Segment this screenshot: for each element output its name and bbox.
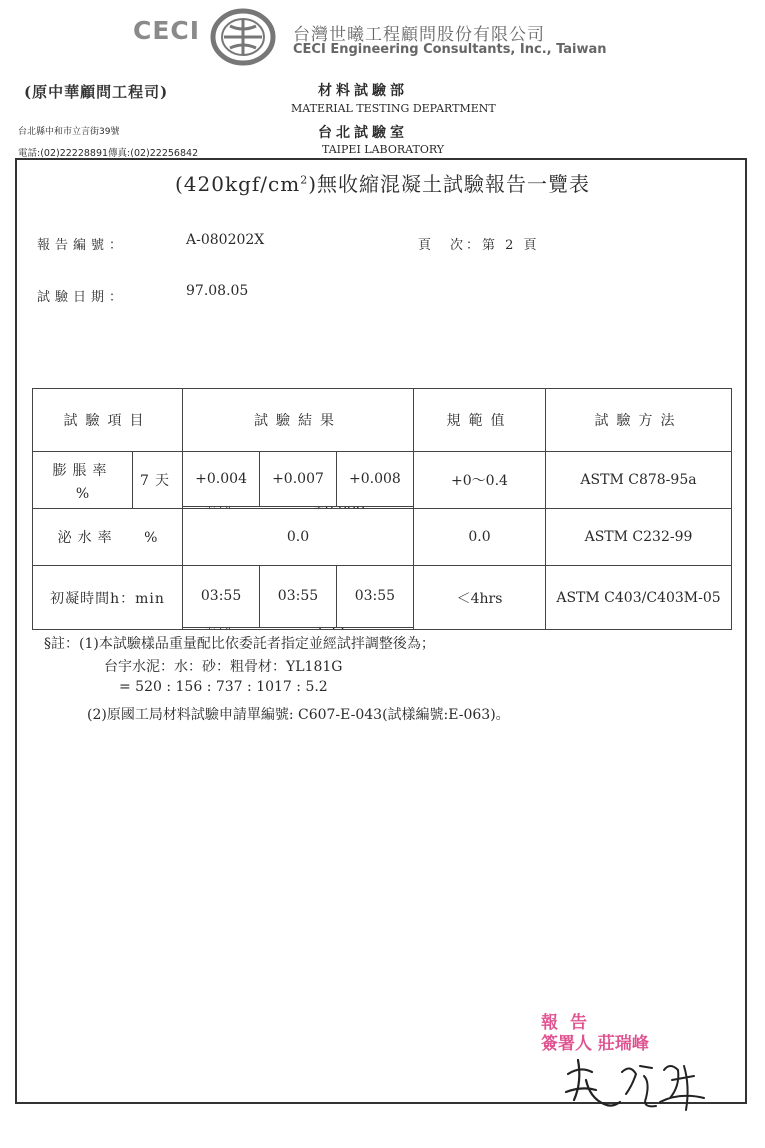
setting-result-2: 03:55 bbox=[260, 566, 337, 627]
note-1: §註：(1)本試驗樣品重量配比依委託者指定並經試拌調整後為； bbox=[44, 636, 435, 652]
average-label bbox=[203, 506, 248, 508]
stamp-line-2: 簽署人 莊瑞峰 bbox=[541, 1034, 649, 1054]
expansion-label: 膨脹率 bbox=[52, 463, 113, 479]
setting-result-1: 03:55 bbox=[183, 566, 260, 627]
stamp-line-1: 報告 bbox=[541, 1013, 599, 1033]
expansion-result-2: +0.007 bbox=[260, 452, 337, 506]
note-2: (2)原國工局材料試驗申請單編號: C607-E-043(試樣編號:E-063)。 bbox=[87, 707, 510, 723]
bleeding-spec: 0.0 bbox=[414, 509, 546, 566]
company-phone-fax: 電話:(02)22228891傳真:(02)22256842 bbox=[18, 148, 199, 159]
header-test-method: 試驗方法 bbox=[546, 389, 732, 452]
company-name-chinese: 台灣世曦工程顧問股份有限公司 bbox=[293, 25, 545, 45]
header-test-item: 試驗項目 bbox=[33, 389, 183, 452]
expansion-result-3: +0.008 bbox=[336, 452, 413, 506]
expansion-results-grid bbox=[183, 452, 413, 508]
department-english: MATERIAL TESTING DEPARTMENT bbox=[291, 102, 496, 115]
setting-average-cell bbox=[183, 627, 413, 629]
setting-results-grid bbox=[183, 566, 413, 629]
setting-time-label: 初凝時間h：min bbox=[33, 566, 183, 630]
expansion-average-cell bbox=[183, 506, 413, 508]
department-chinese: 材料試驗部 bbox=[318, 83, 408, 99]
company-address: 台北縣中和市立言街39號 bbox=[18, 127, 120, 137]
signatory-stamp bbox=[541, 1008, 716, 1056]
setting-average bbox=[313, 627, 344, 629]
average-label bbox=[203, 627, 248, 629]
test-date-label: 試驗日期： bbox=[37, 290, 128, 305]
note-mix-materials: 台宇水泥：水：砂：粗骨材：YL181G bbox=[104, 659, 343, 675]
header-test-result: 試驗結果 bbox=[183, 389, 414, 452]
expansion-method: ASTM C878-95a bbox=[546, 452, 732, 509]
laboratory-chinese: 台北試驗室 bbox=[318, 125, 408, 141]
bleeding-method: ASTM C232-99 bbox=[546, 509, 732, 566]
test-date: 97.08.05 bbox=[186, 283, 249, 299]
company-logo-text: CECI bbox=[133, 16, 201, 45]
header-spec-value: 規範值 bbox=[414, 389, 546, 452]
setting-method: ASTM C403/C403M-05 bbox=[546, 566, 732, 630]
note-mix-ratio: = 520 : 156 : 737 : 1017 : 5.2 bbox=[119, 679, 328, 695]
expansion-result-1: +0.004 bbox=[183, 452, 260, 506]
bleeding-result: 0.0 bbox=[183, 509, 414, 566]
table-row bbox=[33, 566, 732, 630]
table-row bbox=[33, 509, 732, 566]
expansion-age: 7天 bbox=[133, 452, 183, 509]
laboratory-english: TAIPEI LABORATORY bbox=[322, 143, 445, 156]
bleeding-unit: % bbox=[144, 530, 158, 546]
table-row bbox=[33, 452, 732, 509]
report-number-label: 報告編號： bbox=[37, 238, 128, 253]
former-company-name: (原中華顧問工程司) bbox=[24, 83, 169, 101]
test-results-table bbox=[32, 388, 732, 630]
page-number: 頁 次：第 2 頁 bbox=[418, 238, 540, 253]
expansion-results-cell bbox=[183, 452, 414, 509]
setting-results-cell bbox=[183, 566, 414, 630]
row-item-bleeding bbox=[33, 509, 183, 566]
row-item-expansion bbox=[33, 452, 133, 509]
ceci-globe-logo-icon bbox=[210, 8, 276, 66]
expansion-average bbox=[313, 506, 365, 508]
report-number: A-080202X bbox=[186, 232, 265, 248]
report-title: $(420kgf/cm^2)$無收縮混凝土試驗報告一覽表 bbox=[174, 172, 591, 196]
setting-result-3: 03:55 bbox=[336, 566, 413, 627]
expansion-spec: +0～0.4 bbox=[414, 452, 546, 509]
table-header-row bbox=[33, 389, 732, 452]
company-name-english: CECI Engineering Consultants, Inc., Taiwan bbox=[293, 42, 607, 57]
bleeding-label: 泌水率 bbox=[57, 530, 118, 546]
expansion-unit: % bbox=[75, 486, 90, 502]
handwritten-signature bbox=[560, 1052, 710, 1116]
setting-spec: ＜4hrs bbox=[414, 566, 546, 630]
